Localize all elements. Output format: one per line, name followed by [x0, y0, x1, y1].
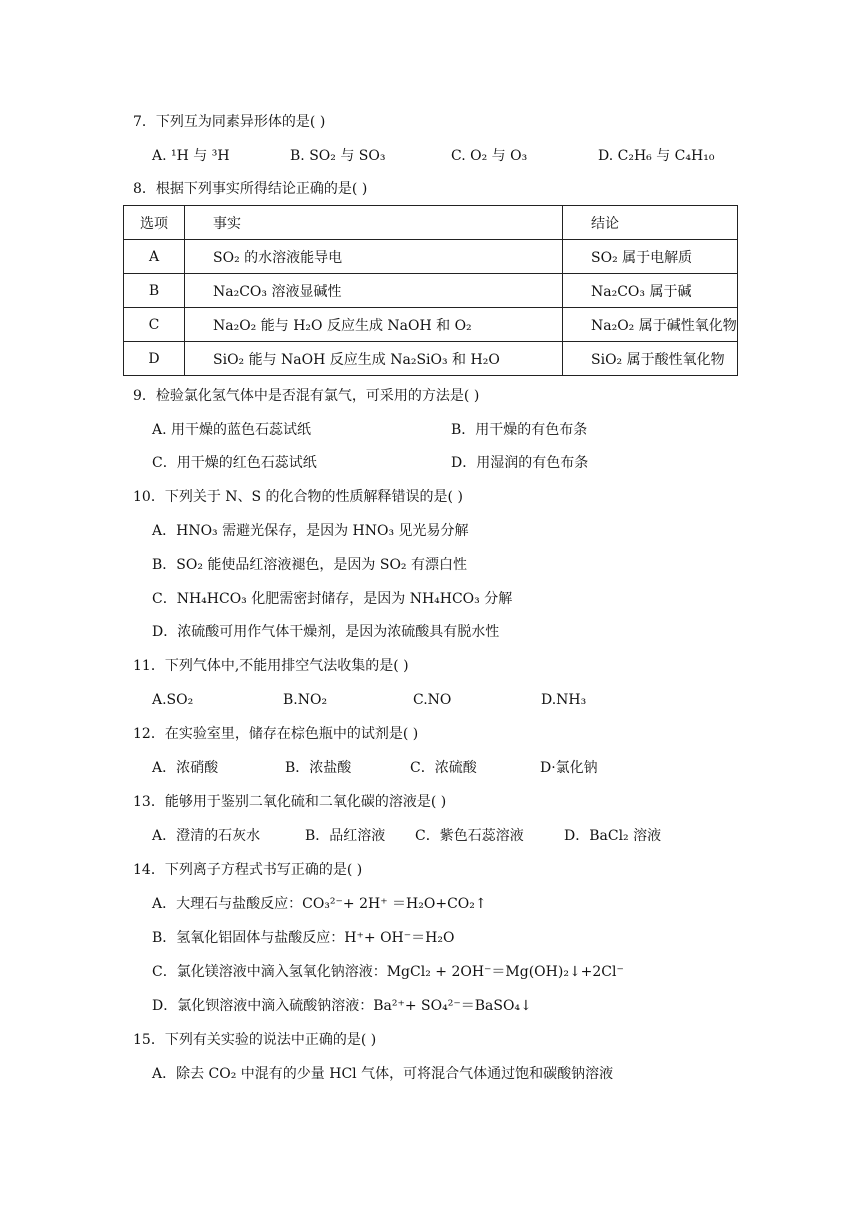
- question-13-stem: 13．能够用于鉴别二氧化硫和二氧化碳的溶液是( ): [133, 794, 447, 810]
- table-cell: C: [124, 308, 185, 342]
- table-row: [124, 274, 738, 308]
- q11-option-c: C.NO: [413, 692, 452, 708]
- table-header-cell: 事实: [185, 206, 563, 240]
- table-cell: SO₂ 的水溶液能导电: [185, 240, 563, 274]
- q14-option-c: C．氯化镁溶液中滴入氢氧化钠溶液：MgCl₂ + 2OH⁻＝Mg(OH)₂↓+2Cl⁻: [152, 964, 624, 980]
- q12-option-b: B．浓盐酸: [285, 760, 352, 776]
- table-cell: SiO₂ 能与 NaOH 反应生成 Na₂SiO₃ 和 H₂O: [185, 342, 563, 376]
- q11-option-b: B.NO₂: [283, 692, 328, 708]
- q12-option-c: C．浓硫酸: [410, 760, 477, 776]
- table-cell: SO₂ 属于电解质: [563, 240, 738, 274]
- question-12-stem: 12．在实验室里，储存在棕色瓶中的试剂是( ): [133, 726, 419, 742]
- question-11-stem: 11．下列气体中,不能用排空气法收集的是( ): [133, 658, 409, 674]
- q13-option-b: B．品红溶液: [305, 828, 386, 844]
- table-cell: D: [124, 342, 185, 376]
- table-header-cell: 结论: [563, 206, 738, 240]
- question-10-stem: 10．下列关于 N、S 的化合物的性质解释错误的是( ): [133, 489, 463, 505]
- q10-option-b: B．SO₂ 能使品红溶液褪色，是因为 SO₂ 有漂白性: [152, 557, 467, 573]
- q7-option-c: C. O₂ 与 O₃: [451, 148, 528, 164]
- q10-option-d: D．浓硫酸可用作气体干燥剂，是因为浓硫酸具有脱水性: [152, 624, 500, 640]
- table-cell: B: [124, 274, 185, 308]
- q12-option-d: D·氯化钠: [540, 760, 598, 776]
- question-14-stem: 14．下列离子方程式书写正确的是( ): [133, 862, 363, 878]
- table-cell: SiO₂ 属于酸性氧化物: [563, 342, 738, 376]
- question-7-stem: 7．下列互为同素异形体的是( ): [133, 114, 326, 130]
- q7-option-a: A. ¹H 与 ³H: [152, 148, 230, 164]
- table-header-row: [124, 206, 738, 240]
- q7-option-d: D. C₂H₆ 与 C₄H₁₀: [598, 148, 715, 164]
- table-cell: Na₂O₂ 能与 H₂O 反应生成 NaOH 和 O₂: [185, 308, 563, 342]
- q11-option-a: A.SO₂: [152, 692, 194, 708]
- q7-option-b: B. SO₂ 与 SO₃: [290, 148, 386, 164]
- table-cell: Na₂O₂ 属于碱性氧化物: [563, 308, 738, 342]
- question-8-stem: 8．根据下列事实所得结论正确的是( ): [133, 181, 368, 197]
- table-cell: A: [124, 240, 185, 274]
- q14-option-a: A．大理石与盐酸反应：CO₃²⁻+ 2H⁺ ＝H₂O+CO₂↑: [152, 896, 487, 912]
- question-15-stem: 15．下列有关实验的说法中正确的是( ): [133, 1032, 377, 1048]
- q10-option-c: C．NH₄HCO₃ 化肥需密封储存，是因为 NH₄HCO₃ 分解: [152, 591, 513, 607]
- q11-option-d: D.NH₃: [541, 692, 587, 708]
- q13-option-a: A．澄清的石灰水: [152, 828, 261, 844]
- q9-option-a: A. 用干燥的蓝色石蕊试纸: [152, 422, 312, 438]
- q9-option-c: C．用干燥的红色石蕊试纸: [152, 455, 317, 471]
- q14-option-d: D．氯化钡溶液中滴入硫酸钠溶液：Ba²⁺+ SO₄²⁻＝BaSO₄↓: [152, 998, 532, 1014]
- table-row: [124, 308, 738, 342]
- q9-option-d: D．用湿润的有色布条: [451, 455, 589, 471]
- q12-option-a: A．浓硝酸: [152, 760, 219, 776]
- facts-table: [123, 205, 738, 376]
- table-cell: Na₂CO₃ 属于碱: [563, 274, 738, 308]
- table-row: [124, 240, 738, 274]
- q9-option-b: B．用干燥的有色布条: [451, 422, 588, 438]
- q13-option-c: C．紫色石蕊溶液: [415, 828, 524, 844]
- q10-option-a: A．HNO₃ 需避光保存，是因为 HNO₃ 见光易分解: [152, 523, 469, 539]
- q15-option-a: A．除去 CO₂ 中混有的少量 HCl 气体，可将混合气体通过饱和碳酸钠溶液: [152, 1066, 614, 1082]
- table-cell: Na₂CO₃ 溶液显碱性: [185, 274, 563, 308]
- table-header-cell: 选项: [124, 206, 185, 240]
- table-row: [124, 342, 738, 376]
- question-9-stem: 9．检验氯化氢气体中是否混有氯气，可采用的方法是( ): [133, 388, 480, 404]
- q13-option-d: D．BaCl₂ 溶液: [564, 828, 662, 844]
- q14-option-b: B．氢氧化铝固体与盐酸反应：H⁺+ OH⁻＝H₂O: [152, 930, 455, 946]
